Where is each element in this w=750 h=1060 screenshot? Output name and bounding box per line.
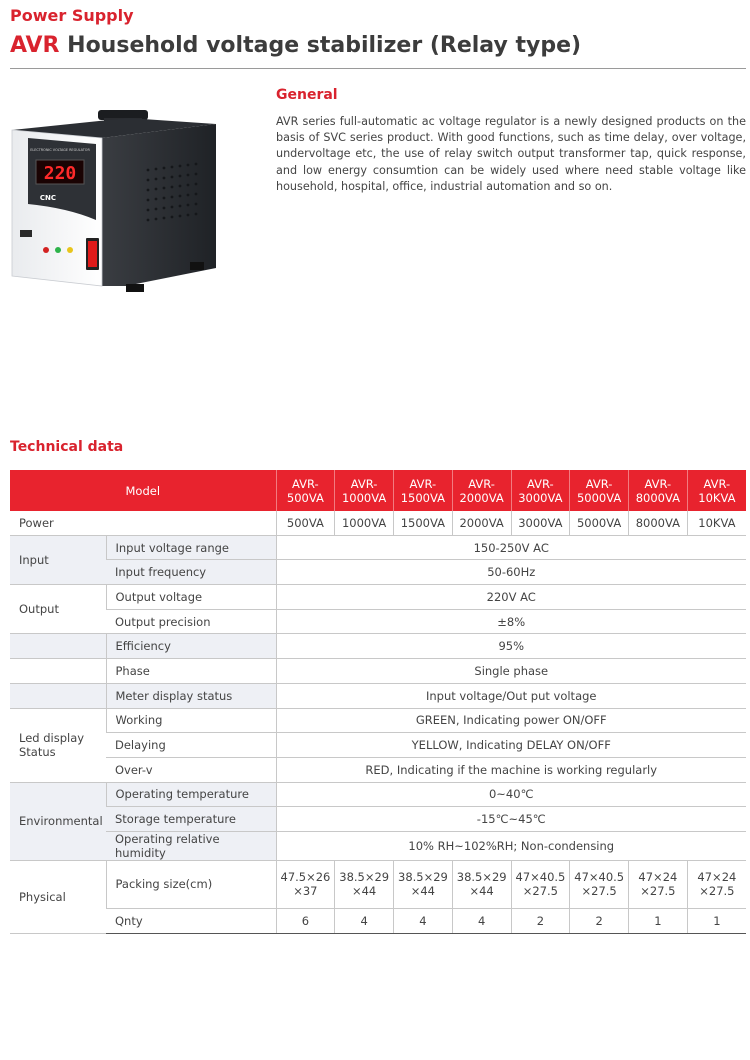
empty-group-cell [10, 634, 106, 659]
row-label: Input voltage range [106, 535, 276, 560]
packing-size-value: 38.5×29 ×44 [394, 860, 453, 908]
table-row [10, 511, 746, 535]
qnty-value: 2 [511, 908, 570, 933]
power-value: 1000VA [335, 511, 394, 535]
row-label: Input frequency [106, 560, 276, 585]
row-value: 150-250V AC [276, 535, 746, 560]
row-label: Phase [106, 659, 276, 684]
group-label-physical: Physical [10, 860, 106, 933]
table-row [10, 860, 746, 908]
row-label: Operating temperature [106, 782, 276, 807]
panel-label: ELECTRONIC VOLTAGE REGULATOR [30, 148, 90, 152]
row-value: 0~40℃ [276, 782, 746, 807]
model-column-header: AVR- 10KVA [687, 470, 746, 511]
power-value: 3000VA [511, 511, 570, 535]
table-row [10, 683, 746, 708]
table-row [10, 733, 746, 758]
model-header-row [10, 470, 746, 511]
table-row [10, 757, 746, 782]
qnty-value: 1 [629, 908, 688, 933]
row-label: Over-v [106, 757, 276, 782]
packing-size-value: 47×24 ×27.5 [629, 860, 688, 908]
model-column-header: AVR- 2000VA [452, 470, 511, 511]
model-column-header: AVR- 5000VA [570, 470, 629, 511]
technical-data-table [10, 470, 746, 934]
power-value: 500VA [276, 511, 335, 535]
power-value: 10KVA [687, 511, 746, 535]
row-label: Output voltage [106, 585, 276, 610]
table-row [10, 560, 746, 585]
power-value: 2000VA [452, 511, 511, 535]
title-divider [10, 68, 746, 69]
model-column-header: AVR- 3000VA [511, 470, 570, 511]
packing-size-value: 47×40.5 ×27.5 [570, 860, 629, 908]
title-rest: Household voltage stabilizer (Relay type) [59, 33, 582, 58]
row-label: Output precision [106, 609, 276, 634]
table-row [10, 807, 746, 832]
row-label: Packing size(cm) [106, 860, 276, 908]
display-reading: 220 [43, 163, 77, 184]
brand-logo: CNC [39, 194, 57, 202]
table-row [10, 634, 746, 659]
model-column-header: AVR- 500VA [276, 470, 335, 511]
qnty-value: 4 [452, 908, 511, 933]
row-label: Efficiency [106, 634, 276, 659]
section-label: Power Supply [10, 6, 134, 25]
row-value: RED, Indicating if the machine is working regularly [276, 757, 746, 782]
title-accent: AVR [10, 33, 60, 58]
row-label: Operating relative humidity [106, 831, 276, 860]
group-label-led-display: Led display Status [10, 708, 106, 782]
packing-size-value: 38.5×29 ×44 [452, 860, 511, 908]
general-heading: General [276, 87, 338, 103]
table-row [10, 782, 746, 807]
row-value: Input voltage/Out put voltage [276, 683, 746, 708]
product-image [8, 108, 220, 294]
row-label: Delaying [106, 733, 276, 758]
model-column-header: AVR- 8000VA [629, 470, 688, 511]
packing-size-value: 47×40.5 ×27.5 [511, 860, 570, 908]
table-row [10, 659, 746, 684]
row-value: 95% [276, 634, 746, 659]
qnty-value: 4 [394, 908, 453, 933]
table-row [10, 708, 746, 733]
qnty-value: 1 [687, 908, 746, 933]
row-label: Storage temperature [106, 807, 276, 832]
table-row [10, 908, 746, 933]
empty-group-cell [10, 659, 106, 684]
packing-size-value: 38.5×29 ×44 [335, 860, 394, 908]
row-label-power: Power [10, 511, 276, 535]
qnty-value: 6 [276, 908, 335, 933]
power-value: 1500VA [394, 511, 453, 535]
page-title [10, 33, 581, 58]
model-header: Model [10, 470, 276, 511]
model-column-header: AVR- 1500VA [394, 470, 453, 511]
technical-data-heading: Technical data [10, 439, 124, 455]
row-value: 220V AC [276, 585, 746, 610]
row-value: GREEN, Indicating power ON/OFF [276, 708, 746, 733]
power-value: 8000VA [629, 511, 688, 535]
qnty-value: 4 [335, 908, 394, 933]
general-description: AVR series full-automatic ac voltage regulator is a newly designed products on the basis of SVC series product. With good functions, such as time delay, over voltage, undervoltage etc, the use of relay switch output transformer tap, quick response, and low energy consumtion can be widely used where need stable voltage like household, hospital, office, industrial automation and so on. [276, 115, 746, 193]
table-row [10, 535, 746, 560]
table-row [10, 585, 746, 610]
model-column-header: AVR- 1000VA [335, 470, 394, 511]
table-row [10, 831, 746, 860]
row-label: Qnty [106, 908, 276, 933]
row-value: -15℃~45℃ [276, 807, 746, 832]
row-value: Single phase [276, 659, 746, 684]
row-value: 10% RH~102%RH; Non-condensing [276, 831, 746, 860]
group-label-output: Output [10, 585, 106, 634]
packing-size-value: 47×24 ×27.5 [687, 860, 746, 908]
group-label-environmental: Environmental [10, 782, 106, 860]
row-value: 50-60Hz [276, 560, 746, 585]
row-label: Working [106, 708, 276, 733]
row-label: Meter display status [106, 683, 276, 708]
qnty-value: 2 [570, 908, 629, 933]
group-label-input: Input [10, 535, 106, 584]
table-row [10, 609, 746, 634]
row-value: ±8% [276, 609, 746, 634]
packing-size-value: 47.5×26 ×37 [276, 860, 335, 908]
empty-group-cell [10, 683, 106, 708]
power-value: 5000VA [570, 511, 629, 535]
row-value: YELLOW, Indicating DELAY ON/OFF [276, 733, 746, 758]
